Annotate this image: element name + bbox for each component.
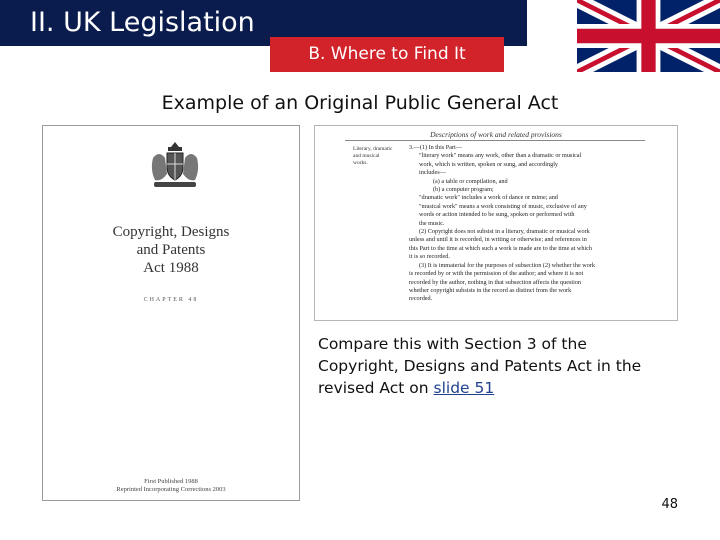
union-jack-flag-icon <box>577 0 720 72</box>
section-page-rule <box>345 140 645 141</box>
section-line: this Part to the time at which such a work is made are to the time at which <box>409 244 592 252</box>
slide-title: II. UK Legislation <box>30 7 255 38</box>
section-line: is recorded by or with the permission of the author; and where it is not <box>409 270 584 278</box>
royal-coat-of-arms-icon <box>146 138 204 192</box>
section-line: (a) a table or compilation, and <box>433 177 508 185</box>
compare-note <box>318 333 668 399</box>
section-line: 3.—(1) In this Part— <box>409 144 462 151</box>
slide-subtitle: B. Where to Find It <box>308 44 466 64</box>
section-line: (b) a computer program; <box>433 186 494 194</box>
act-title-line-1: Copyright, Designs <box>112 224 230 240</box>
act-title-line-3: Act 1988 <box>143 260 199 276</box>
section-3-text <box>409 144 667 304</box>
act-title-line-2: and Patents <box>136 242 206 258</box>
section-line: words or action intended to be sung, spoken or performed with <box>419 211 575 219</box>
act-reprint-note: Reprinted Incorporating Corrections 2003 <box>116 486 226 493</box>
section-line: (3) It is immaterial for the purposes of subsection (2) whether the work <box>419 261 595 269</box>
section-page-header: Descriptions of work and related provisions <box>430 130 562 139</box>
compare-note-text: Compare this with Section 3 of the Copyright, Designs and Patents Act in the revised Act on <box>318 335 642 397</box>
section-line: "musical work" means a work consisting of music, exclusive of any <box>419 202 587 210</box>
act-title-page-image <box>42 125 300 501</box>
slide-51-link[interactable]: slide 51 <box>433 379 495 397</box>
section-line: "literary work" means any work, other than a dramatic or musical <box>419 152 582 160</box>
act-section-3-image <box>314 125 678 321</box>
section-line: work, which is written, spoken or sung, and accordingly <box>419 160 559 168</box>
slide-subtitle-bar <box>270 37 504 72</box>
act-first-published: First Published 1988 <box>144 478 198 485</box>
section-line: includes— <box>419 169 446 177</box>
section-line: whether copyright subsists in the record as distinct from the work <box>409 286 572 294</box>
section-line: it is so recorded. <box>409 253 450 261</box>
act-chapter: CHAPTER 48 <box>143 297 199 303</box>
margin-note-line: and musical <box>353 153 380 159</box>
section-line: "dramatic work" includes a work of dance or mime; and <box>419 194 558 202</box>
section-line: the music. <box>419 219 445 227</box>
slide-heading: Example of an Original Public General Act <box>161 92 559 114</box>
section-margin-note <box>353 146 403 167</box>
section-line: (2) Copyright does not subsist in a literary, dramatic or musical work <box>419 228 590 236</box>
page-number: 48 <box>661 497 678 512</box>
section-line: unless and until it is recorded, in writing or otherwise; and references in <box>409 236 587 244</box>
section-line: recorded. <box>409 295 433 303</box>
section-line: recorded by the author, nothing in that subsection affects the question <box>409 278 581 286</box>
margin-note-line: Literary, dramatic <box>353 146 393 152</box>
margin-note-line: works. <box>353 160 368 166</box>
